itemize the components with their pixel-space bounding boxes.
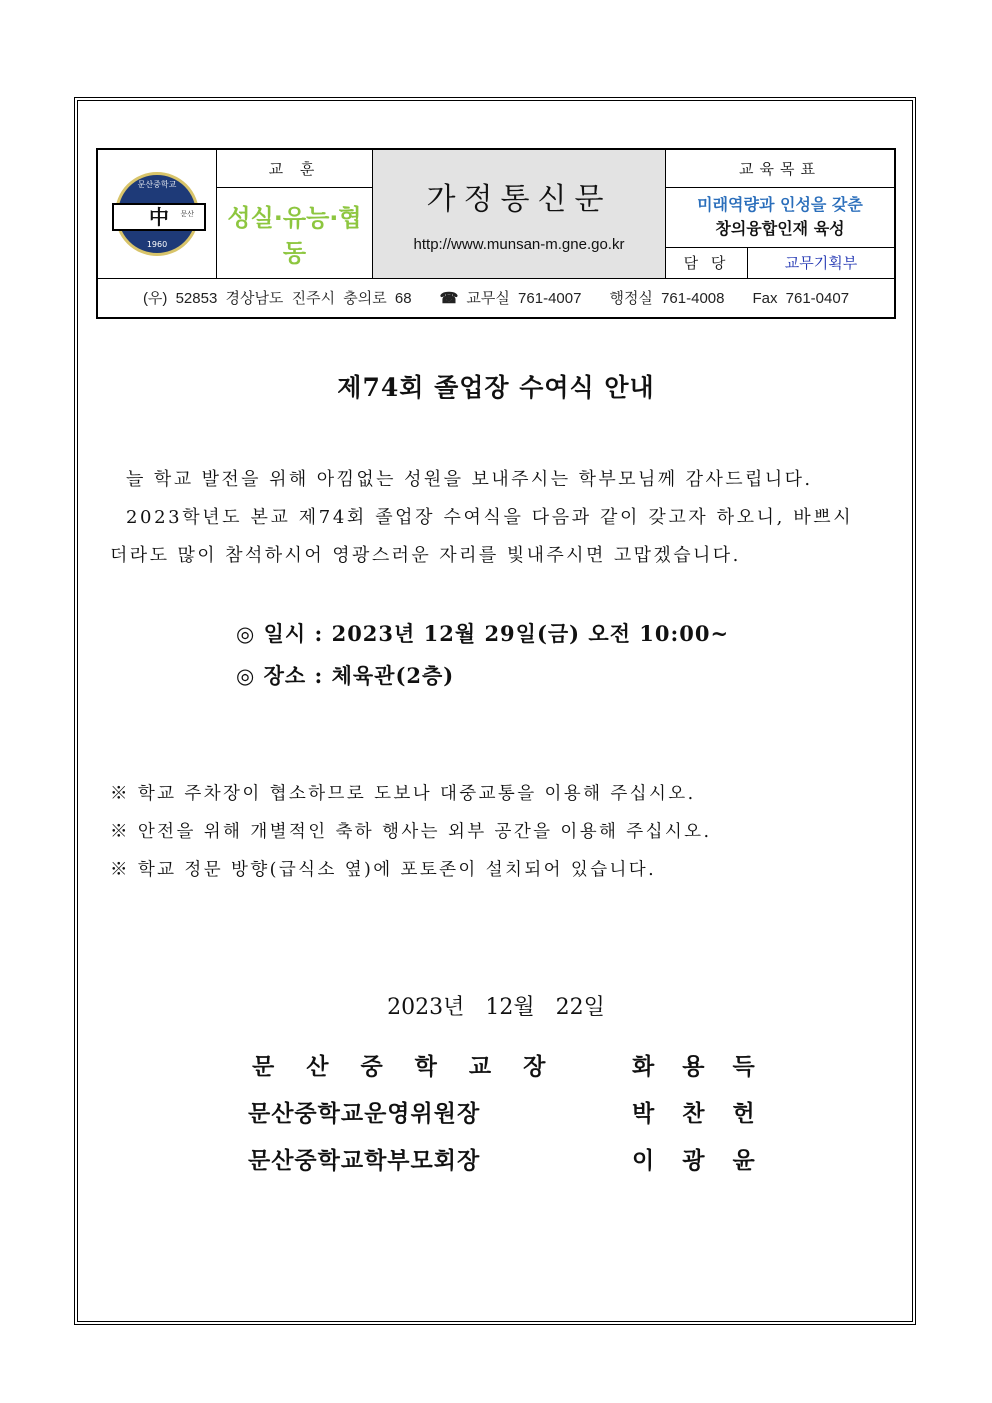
goal-label: 교육목표 <box>666 149 896 187</box>
document-title: 제74회 졸업장 수여식 안내 <box>337 373 655 402</box>
note: ※ 학교 주차장이 협소하므로 도보나 대중교통을 이용해 주십시오. <box>110 784 696 804</box>
address-bar: (우) 52853 경상남도 진주시 충의로 68 ☎ 교무실 761-4007 행정실 761-4008 Fax 761-0407 <box>97 278 895 318</box>
charge-label: 담 당 <box>666 247 748 278</box>
school-url[interactable]: http://www.munsan-m.gne.go.kr <box>413 236 625 254</box>
signer-title: 문산중학교학부모회장 <box>248 1147 481 1174</box>
phone-icon: ☎ <box>439 290 459 308</box>
education-goal: 미래역량과 인성을 갖춘 창의융합인재 육성 <box>666 187 896 247</box>
issue-date: 2023년 12월 22일 <box>387 995 605 1020</box>
title-cell <box>373 149 666 278</box>
signer-name: 이 광 윤 <box>632 1147 765 1174</box>
signer-title: 문 산 중 학 교 장 <box>252 1053 558 1080</box>
body-line: 늘 학교 발전을 위해 아낌없는 성원을 보내주시는 학부모님께 감사드립니다. <box>126 469 813 490</box>
note: ※ 학교 정문 방향(급식소 옆)에 포토존이 설치되어 있습니다. <box>110 860 657 880</box>
motto: 성실·유능·협동 <box>217 187 373 278</box>
motto-label: 교 훈 <box>217 149 373 187</box>
signer-title: 문산중학교운영위원장 <box>248 1100 481 1127</box>
event-location: ◎ 장소 : 체육관(2층) <box>236 663 455 688</box>
note: ※ 안전을 위해 개별적인 축하 행사는 외부 공간을 이용해 주십시오. <box>110 822 712 842</box>
signer-name: 화 용 득 <box>632 1053 765 1080</box>
body-line: 더라도 많이 참석하시어 영광스러운 자리를 빛내주시면 고맙겠습니다. <box>110 545 741 566</box>
charge-dept: 교무기획부 <box>748 247 896 278</box>
body-line: 2023학년도 본교 제74회 졸업장 수여식을 다음과 같이 갖고자 하오니, 바쁘시 <box>126 507 854 528</box>
newsletter-title: 가정통신문 <box>426 182 612 218</box>
signer-name: 박 찬 헌 <box>632 1100 765 1127</box>
event-datetime: ◎ 일시 : 2023년 12월 29일(금) 오전 10:00~ <box>236 621 730 646</box>
letterhead-table <box>96 148 896 319</box>
school-logo: 中 문산중학교 1960 문산 <box>97 149 217 278</box>
